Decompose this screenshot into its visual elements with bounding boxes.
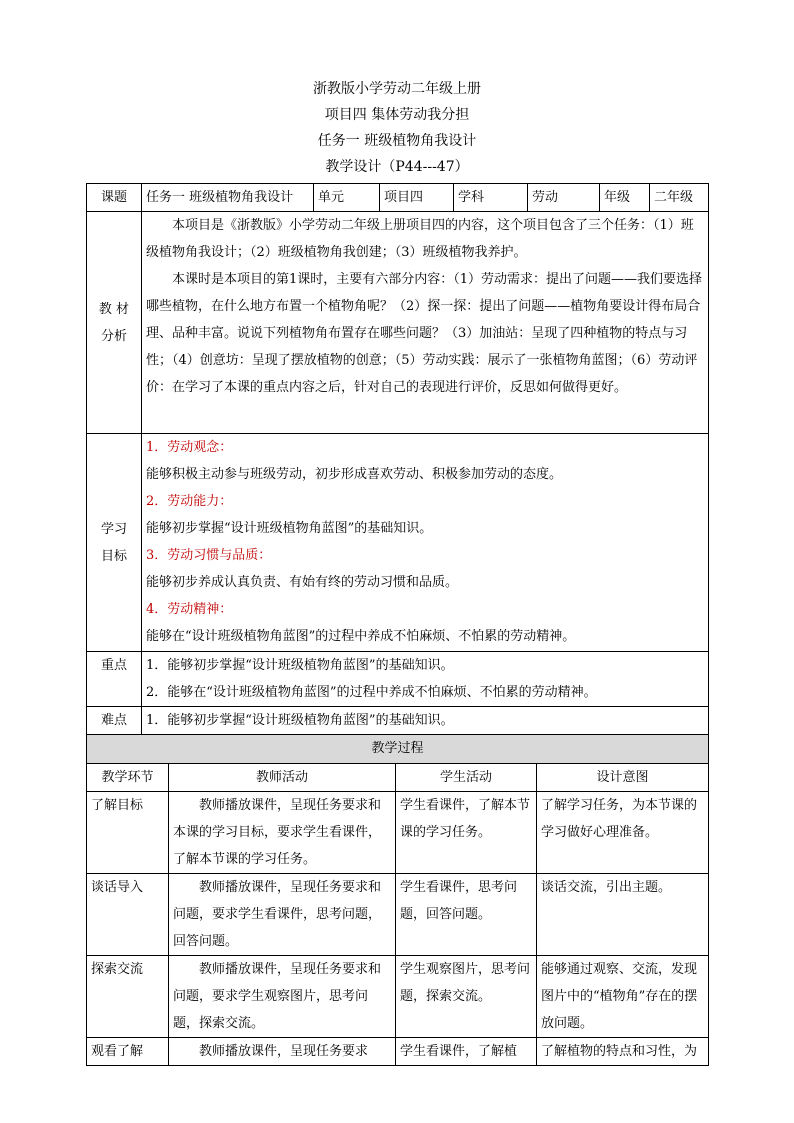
goals-label-top: 学习 — [100, 521, 127, 537]
analysis-paragraph-1: 本项目是《浙教版》小学劳动二年级上册项目四的内容，这个项目包含了三个任务：（1）班级植物角我设计；（2）班级植物角我创建；（3）班级植物我养护。 — [146, 218, 694, 260]
header-student: 学生活动 — [396, 764, 537, 792]
teacher-cell: 教师播放课件，呈现任务要求和问题，要求学生观察图片，思考问题，探索交流。 — [169, 956, 396, 1038]
analysis-content — [142, 212, 709, 434]
analysis-row — [87, 212, 709, 434]
goals-label — [87, 434, 142, 652]
design-title: 教学设计（P44---47） — [325, 159, 469, 175]
course-label: 课题 — [87, 184, 142, 212]
student-cell: 学生观察图片，思考问题，探索交流。 — [396, 956, 537, 1038]
goals-row — [87, 434, 709, 652]
key-point-2: 2．能够在“设计班级植物角蓝图”的过程中养成不怕麻烦、不怕累的劳动精神。 — [146, 685, 597, 700]
key-point-1: 1．能够初步掌握“设计班级植物角蓝图”的基础知识。 — [146, 658, 454, 673]
key-points-content — [142, 652, 709, 707]
difficult-points-label: 难点 — [87, 707, 142, 736]
header-stage: 教学环节 — [87, 764, 169, 792]
goals-label-bottom: 目标 — [100, 548, 127, 564]
process-table — [86, 734, 709, 1066]
info-table — [86, 183, 709, 736]
grade-label: 年级 — [600, 184, 650, 212]
intent-cell: 能够通过观察、交流，发现图片中的“植物角”存在的摆放问题。 — [537, 956, 709, 1038]
student-cell: 学生看课件，思考问题，回答问题。 — [396, 874, 537, 956]
analysis-label-bottom: 分析 — [100, 328, 127, 344]
unit-value: 项目四 — [380, 184, 454, 212]
course-row — [87, 184, 709, 212]
table-row — [87, 874, 709, 956]
stage-cell: 探索交流 — [87, 956, 169, 1038]
goal-1-text: 能够积极主动参与班级劳动，初步形成喜欢劳动、积极参加劳动的态度。 — [146, 467, 563, 482]
student-cell: 学生看课件，了解植 — [396, 1038, 537, 1066]
difficult-point-1: 1．能够初步掌握“设计班级植物角蓝图”的基础知识。 — [142, 707, 709, 736]
stage-cell: 了解目标 — [87, 792, 169, 874]
task-title: 任务一 班级植物角我设计 — [317, 133, 477, 149]
teacher-cell: 教师播放课件，呈现任务要求和问题，要求学生看课件，思考问题，回答问题。 — [169, 874, 396, 956]
analysis-label-top: 教 材 — [98, 301, 130, 317]
goal-3-title: 3．劳动习惯与品质： — [146, 548, 272, 563]
project-title: 项目四 集体劳动我分担 — [324, 107, 470, 123]
stage-cell: 谈话导入 — [87, 874, 169, 956]
difficult-points-row — [87, 707, 709, 736]
analysis-label — [87, 212, 142, 434]
document-header — [0, 76, 794, 180]
table-row — [87, 792, 709, 874]
intent-cell: 了解植物的特点和习性，为 — [537, 1038, 709, 1066]
goal-2-title: 2．劳动能力： — [146, 494, 233, 509]
grade-value: 二年级 — [650, 184, 709, 212]
stage-cell: 观看了解 — [87, 1038, 169, 1066]
unit-label: 单元 — [314, 184, 380, 212]
book-title: 浙教版小学劳动二年级上册 — [313, 81, 481, 97]
key-points-row — [87, 652, 709, 707]
header-intent: 设计意图 — [537, 764, 709, 792]
student-cell: 学生看课件，了解本节课的学习任务。 — [396, 792, 537, 874]
goal-1-title: 1．劳动观念： — [146, 440, 233, 455]
table-row — [87, 1038, 709, 1066]
goal-4-title: 4．劳动精神： — [146, 602, 233, 617]
process-title: 教学过程 — [87, 735, 709, 764]
goal-4-text: 能够在“设计班级植物角蓝图”的过程中养成不怕麻烦、不怕累的劳动精神。 — [146, 629, 576, 644]
header-teacher: 教师活动 — [169, 764, 396, 792]
analysis-paragraph-2: 本课时是本项目的第1课时，主要有六部分内容：（1）劳动需求：提出了问题——我们要选择哪些植物，在什么地方布置一个植物角呢？（2）探一探：提出了问题——植物角要设计得布局合理、品种丰富。说说下列植物角布置存在哪些问题？（3）加油站：呈现了四种植物的特点与习性；（4）创意坊：呈现了摆放植物的创意；（5）劳动实践：展示了一张植物角蓝图；（6）劳动评价：在学习了本课的重点内容之后，针对自己的表现进行评价，反思如何做得更好。 — [146, 272, 703, 395]
process-header-row — [87, 764, 709, 792]
intent-cell: 了解学习任务，为本节课的学习做好心理准备。 — [537, 792, 709, 874]
goals-content — [142, 434, 709, 652]
intent-cell: 谈话交流，引出主题。 — [537, 874, 709, 956]
subject-label: 学科 — [454, 184, 528, 212]
course-value: 任务一 班级植物角我设计 — [142, 184, 314, 212]
goal-3-text: 能够初步养成认真负责、有始有终的劳动习惯和品质。 — [146, 575, 459, 590]
table-row — [87, 956, 709, 1038]
subject-value: 劳动 — [528, 184, 600, 212]
teacher-cell: 教师播放课件，呈现任务要求和本课的学习目标，要求学生看课件，了解本节课的学习任务。 — [169, 792, 396, 874]
key-points-label: 重点 — [87, 652, 142, 707]
teacher-cell: 教师播放课件，呈现任务要求 — [169, 1038, 396, 1066]
process-title-row — [87, 735, 709, 764]
goal-2-text: 能够初步掌握“设计班级植物角蓝图”的基础知识。 — [146, 521, 433, 536]
